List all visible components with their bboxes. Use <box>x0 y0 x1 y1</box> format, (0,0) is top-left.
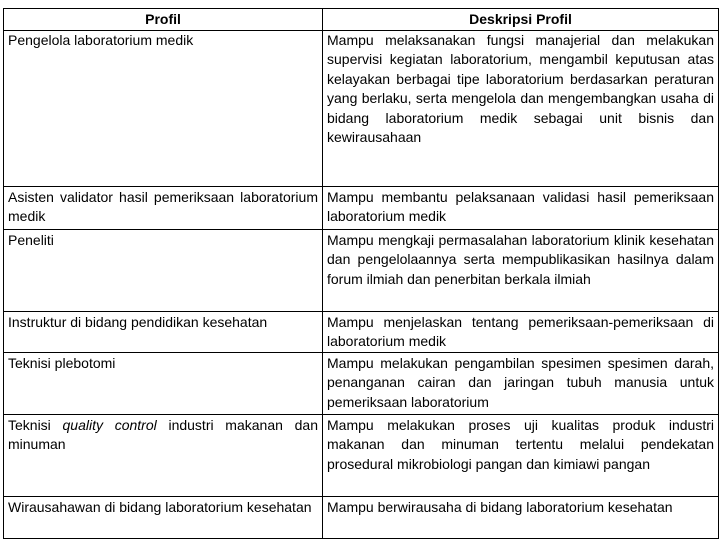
deskripsi-cell: Mampu membantu pelaksanaan validasi hasil pemeriksaan laboratorium medik <box>323 187 719 230</box>
profil-cell: Wirausahawan di bidang laboratorium kesehatan <box>4 496 323 538</box>
profile-table-page <box>3 8 718 539</box>
deskripsi-cell: Mampu menjelaskan tentang pemeriksaan-pemeriksaan di laboratorium medik <box>323 312 719 353</box>
deskripsi-cell: Mampu melakukan proses uji kualitas produk industri makanan dan minuman tertentu melalui pendekatan prosedural mikrobiologi pangan dan kimiawi pangan <box>323 414 719 496</box>
profil-prefix: Teknisi <box>8 416 63 433</box>
table-header-row <box>4 9 719 31</box>
header-profil: Profil <box>4 9 323 31</box>
table-row <box>4 312 719 353</box>
profil-cell: Peneliti <box>4 230 323 312</box>
deskripsi-cell: Mampu melaksanakan fungsi manajerial dan melakukan supervisi kegiatan laboratorium, mengambil keputusan atas kelayakan berbagai tipe laboratorium berdasarkan peraturan yang berlaku, serta mengelola dan mengembangkan usaha di bidang laboratorium medik sebagai unit bisnis dan kewirausahaan <box>323 31 719 187</box>
profil-cell <box>4 414 323 496</box>
deskripsi-cell: Mampu mengkaji permasalahan laboratorium klinik kesehatan dan pengelolaannya serta mempublikasikan hasilnya dalam forum ilmiah dan penerbitan berkala ilmiah <box>323 230 719 312</box>
profil-cell: Instruktur di bidang pendidikan kesehatan <box>4 312 323 353</box>
header-deskripsi: Deskripsi Profil <box>323 9 719 31</box>
profile-table <box>3 8 719 539</box>
table-row <box>4 31 719 187</box>
profil-cell: Teknisi plebotomi <box>4 352 323 414</box>
table-row <box>4 414 719 496</box>
profil-italic: quality control <box>62 416 157 433</box>
profil-suffix: industri makanan dan minuman <box>8 416 318 453</box>
table-row <box>4 496 719 538</box>
table-row <box>4 352 719 414</box>
deskripsi-cell: Mampu berwirausaha di bidang laboratorium kesehatan <box>323 496 719 538</box>
profil-cell: Asisten validator hasil pemeriksaan laboratorium medik <box>4 187 323 230</box>
deskripsi-cell: Mampu melakukan pengambilan spesimen spesimen darah, penanganan cairan dan jaringan tubuh manusia untuk pemeriksaan laboratorium <box>323 352 719 414</box>
table-row <box>4 187 719 230</box>
table-row <box>4 230 719 312</box>
profil-cell: Pengelola laboratorium medik <box>4 31 323 187</box>
